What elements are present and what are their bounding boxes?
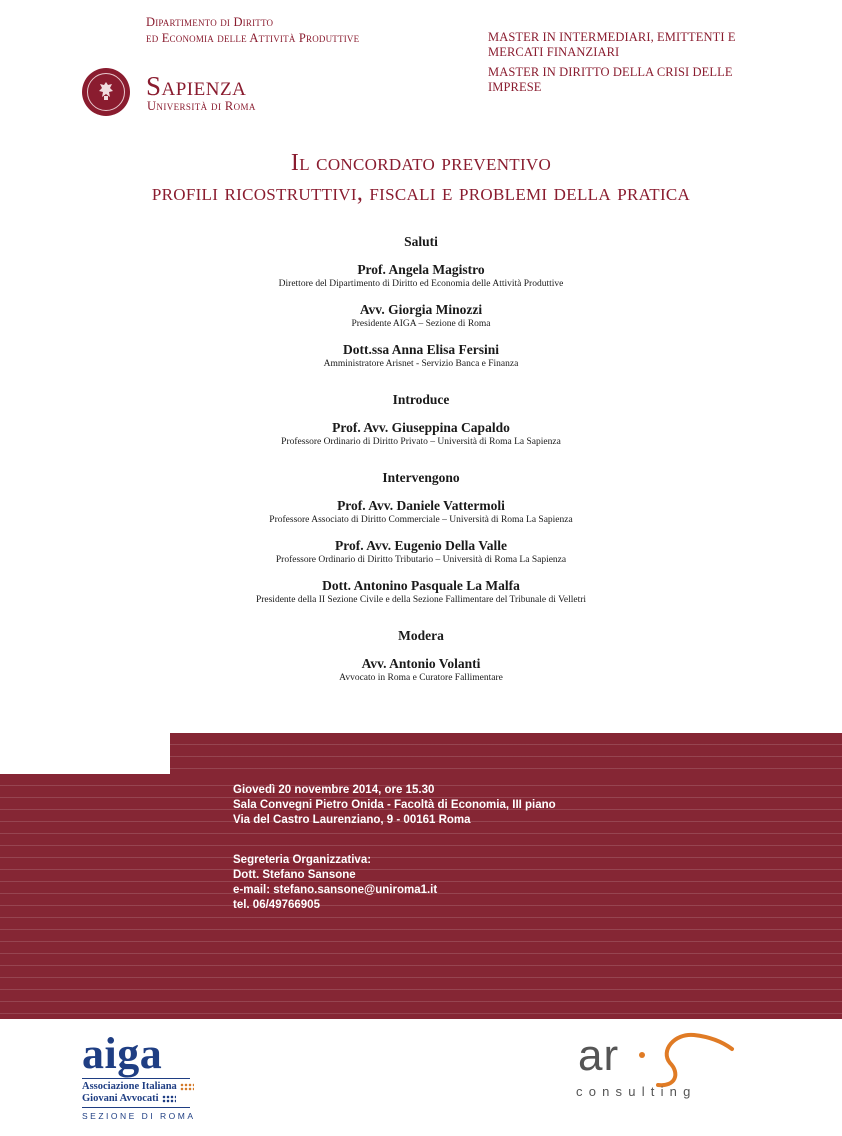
aris-subtitle: consulting [576, 1084, 697, 1099]
aiga-line-1: Associazione Italiana [82, 1081, 197, 1093]
speaker-role: Professore Ordinario di Diritto Privato – Università di Roma La Sapienza [281, 437, 561, 447]
masters-list [488, 30, 788, 100]
speaker-role: Avvocato in Roma e Curatore Fallimentare [339, 673, 503, 683]
section-label: Saluti [404, 234, 438, 249]
program [0, 234, 842, 706]
speaker-role: Amministratore Arisnet - Servizio Banca e Finanza [323, 359, 519, 369]
speaker [0, 656, 842, 684]
speaker-name: Dott. Antonino Pasquale La Malfa [322, 578, 520, 593]
aris-logo [570, 1025, 740, 1105]
aiga-line-2: Giovani Avvocati [82, 1093, 197, 1105]
speaker [0, 262, 842, 290]
event-details [233, 783, 733, 828]
department-line-1: Dipartimento di Diritto [146, 15, 274, 29]
speaker [0, 420, 842, 448]
aris-wordmark: ar [578, 1031, 620, 1080]
section-intervengono [0, 470, 842, 606]
secretariat-label: Segreteria Organizzativa: [233, 854, 372, 866]
speaker-role: Presidente della II Sezione Civile e della Sezione Fallimentare del Tribunale di Velletri [255, 595, 587, 605]
speaker [0, 342, 842, 370]
dots-icon [162, 1095, 176, 1103]
event-venue: Sala Convegni Pietro Onida - Facoltà di Economia, III piano [233, 799, 556, 811]
dots-icon [180, 1083, 194, 1091]
secretariat-name: Dott. Stefano Sansone [233, 869, 356, 881]
section-introduce [0, 392, 842, 448]
section-saluti [0, 234, 842, 370]
department-name [146, 14, 446, 46]
speaker-name: Prof. Avv. Giuseppina Capaldo [332, 420, 510, 435]
aiga-section: SEZIONE DI ROMA [82, 1111, 196, 1121]
sapienza-seal-icon [82, 68, 130, 116]
speaker-name: Prof. Angela Magistro [357, 262, 485, 277]
speaker-name: Avv. Antonio Volanti [361, 656, 481, 671]
section-label: Introduce [392, 392, 450, 407]
section-modera [0, 628, 842, 684]
speaker [0, 498, 842, 526]
university-subtitle: Università di Roma [147, 99, 256, 113]
speaker-role: Direttore del Dipartimento di Diritto ed Economia delle Attività Produttive [278, 279, 564, 289]
speaker-role: Presidente AIGA – Sezione di Roma [351, 319, 491, 329]
speaker-role: Professore Ordinario di Diritto Tributario – Università di Roma La Sapienza [275, 555, 567, 565]
section-label: Modera [398, 628, 444, 643]
master-item: MASTER IN DIRITTO DELLA CRISI DELLE IMPRESE [488, 65, 733, 94]
section-label: Intervengono [382, 470, 460, 485]
banner-top-block [170, 733, 842, 774]
speaker [0, 538, 842, 566]
aiga-logo [82, 1029, 197, 1121]
speaker-role: Professore Associato di Diritto Commerciale – Università di Roma La Sapienza [269, 515, 573, 525]
speaker-name: Prof. Avv. Eugenio Della Valle [334, 538, 507, 553]
title-line-1: Il concordato preventivo [290, 150, 552, 176]
university-name: Sapienza [146, 71, 247, 101]
speaker-name: Prof. Avv. Daniele Vattermoli [337, 498, 505, 513]
speaker-name: Avv. Giorgia Minozzi [359, 302, 483, 317]
secretariat-phone: tel. 06/49766905 [233, 899, 320, 911]
secretariat-email: e-mail: stefano.sansone@uniroma1.it [233, 884, 438, 896]
event-date: Giovedì 20 novembre 2014, ore 15.30 [233, 784, 435, 796]
speaker-name: Dott.ssa Anna Elisa Fersini [342, 342, 500, 357]
master-item: MASTER IN INTERMEDIARI, EMITTENTI E MERCATI FINANZIARI [488, 30, 736, 59]
aiga-wordmark: aiga [82, 1029, 163, 1078]
speaker [0, 578, 842, 606]
secretariat [233, 853, 733, 913]
department-line-2: ed Economia delle Attività Produttive [146, 31, 360, 45]
title-line-2: profili ricostruttivi, fiscali e problemi della pratica [151, 180, 691, 206]
event-title [0, 148, 842, 208]
speaker [0, 302, 842, 330]
event-address: Via del Castro Laurenziano, 9 - 00161 Roma [233, 814, 471, 826]
